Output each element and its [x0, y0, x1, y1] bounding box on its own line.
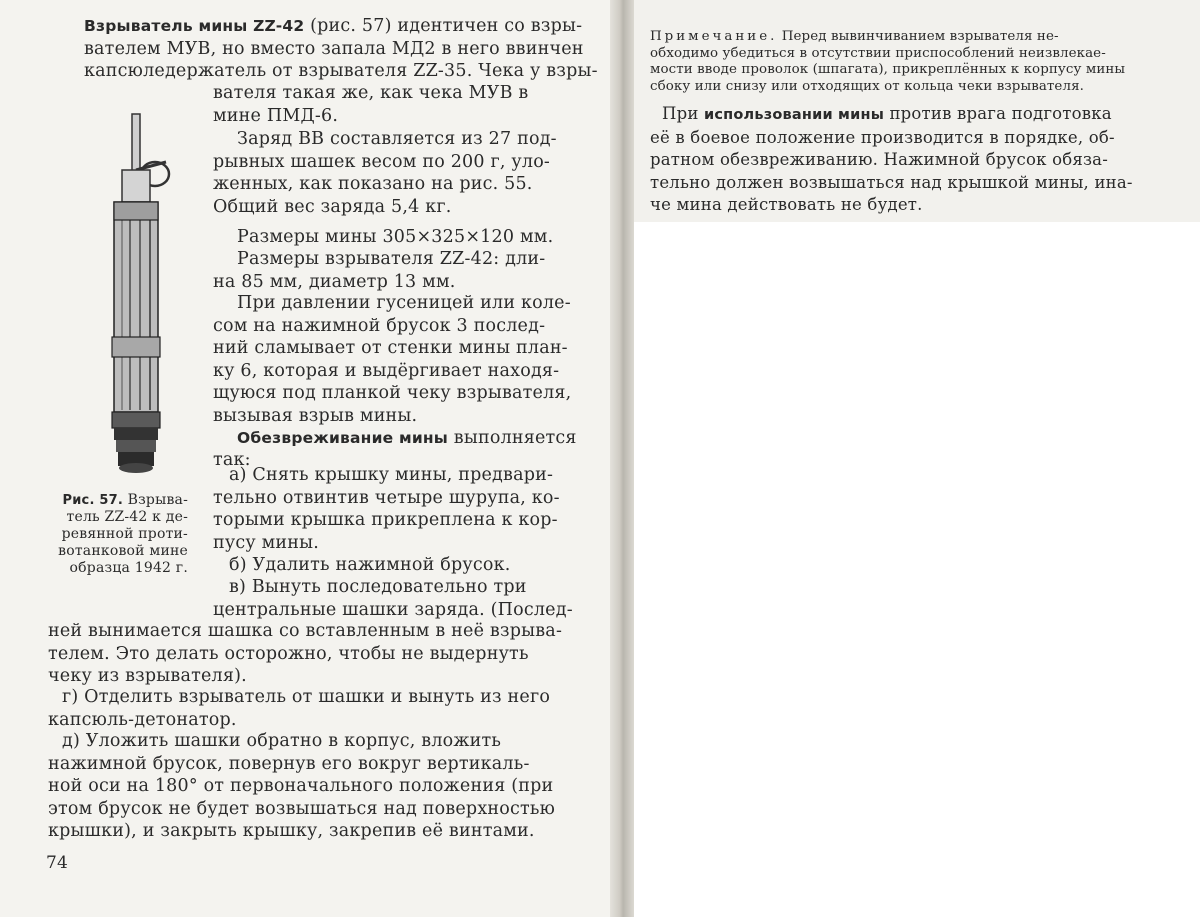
- step-g-line: г) Отделить взрыватель от шашки и вынуть из него: [62, 687, 551, 707]
- fuze-heading: Взрыватель мины ZZ-42: [84, 17, 305, 35]
- step-a-line: а) Снять крышку мины, предвари-: [229, 465, 554, 485]
- fuze-paragraph: [84, 15, 598, 83]
- step-a-line: торыми крышка прикреплена к кор-: [213, 510, 558, 530]
- charge-paragraph: [213, 128, 557, 218]
- step-v-line: чеку из взрывателя).: [48, 666, 247, 686]
- note-line: мости вводе проволок (шпагата), прикреплённых к корпусу мины: [650, 62, 1126, 77]
- use-line: ратном обезвреживанию. Нажимной брусок обяза-: [650, 150, 1108, 169]
- caption-line: вотанковой мине: [58, 543, 188, 559]
- defuse-heading-rest: выполняется: [448, 428, 577, 448]
- use-line: тельно должен возвышаться над крышкой мины, ина-: [650, 172, 1133, 192]
- note-line: обходимо убедиться в отсутствии приспособлений неизвлекае-: [650, 45, 1106, 61]
- step-b-line: б) Удалить нажимной брусок.: [229, 555, 511, 575]
- page-number: [46, 852, 68, 875]
- step-a-line: тельно отвинтив четыре шурупа, ко-: [213, 487, 560, 508]
- defuse-heading: Обезвреживание мины: [237, 429, 449, 447]
- step-v-line: телем. Это делать осторожно, чтобы не выдернуть: [48, 643, 529, 664]
- step-d-line: нажимной брусок, повернув его вокруг вертикаль-: [48, 753, 530, 774]
- pressure-paragraph: [213, 292, 571, 427]
- use-prefix: При: [662, 104, 704, 123]
- caption-label: Рис. 57.: [62, 493, 123, 508]
- step-a-paragraph: [213, 464, 560, 554]
- note-label: Примечание.: [650, 29, 778, 44]
- fuze-line-1: (рис. 57) идентичен со взры-: [304, 16, 583, 36]
- defuse-tak-text: так:: [213, 450, 251, 470]
- step-v-paragraph: [213, 576, 573, 621]
- use-heading: использовании мины: [704, 107, 885, 123]
- step-g-line: капсюль-детонатор.: [48, 709, 237, 730]
- use-line: её в боевое положение производится в порядке, об-: [650, 127, 1115, 147]
- pressure-line: ний сламывает от стенки мины план-: [213, 338, 568, 358]
- caption-line: образца 1942 г.: [69, 560, 188, 576]
- page-number-text: 74: [46, 853, 69, 873]
- step-d-line: крышки), и закрыть крышку, закрепив её винтами.: [48, 821, 535, 841]
- step-v-paragraph-cont: [48, 620, 562, 688]
- use-line-1: против врага подготовка: [884, 104, 1112, 123]
- step-g-paragraph: [48, 686, 550, 731]
- step-d-line: д) Уложить шашки обратно в корпус, вложить: [62, 731, 502, 751]
- step-b-paragraph: [229, 554, 511, 577]
- pressure-line: щуюся под планкой чеку взрывателя,: [213, 383, 572, 403]
- note-line: сбоку или снизу или отходящих от кольца чеки взрывателя.: [650, 78, 1084, 94]
- fuze-paragraph-cont: [213, 82, 528, 127]
- book-gutter: [610, 0, 634, 917]
- fuze-zz42-illustration: [100, 112, 172, 482]
- charge-line: женных, как показано на рис. 55.: [213, 174, 533, 194]
- fuze-size-paragraph: [213, 248, 545, 293]
- step-a-line: пусу мины.: [213, 532, 320, 553]
- fuze-line-2: вателем МУВ, но вместо запала МД2 в него ввинчен: [84, 38, 584, 59]
- fuze-line-5: мине ПМД-6.: [213, 105, 339, 126]
- fuze-size-line: на 85 мм, диаметр 13 мм.: [213, 271, 456, 292]
- mine-size-paragraph: [237, 226, 553, 249]
- pressure-line: ку 6, которая и выдёргивает находя-: [213, 360, 560, 381]
- charge-line: Заряд ВВ составляется из 27 под-: [237, 129, 557, 149]
- caption-line: тель ZZ-42 к де-: [66, 509, 188, 525]
- fuze-line-3: капсюледержатель от взрывателя ZZ-35. Чека у взры-: [84, 61, 598, 81]
- charge-line: рывных шашек весом по 200 г, уло-: [213, 151, 551, 172]
- note-line: Перед вывинчиванием взрывателя не-: [781, 29, 1059, 44]
- step-v-line: ней вынимается шашка со вставленным в неё взрыва-: [48, 621, 563, 641]
- fuze-size-line: Размеры взрывателя ZZ-42: дли-: [237, 249, 546, 269]
- step-v-line: центральные шашки заряда. (Послед-: [213, 599, 573, 620]
- step-d-line: этом брусок не будет возвышаться над поверхностью: [48, 798, 556, 819]
- figure-caption: [46, 492, 188, 577]
- pressure-line: сом на нажимной брусок 3 послед-: [213, 315, 546, 336]
- pressure-line: вызывая взрыв мины.: [213, 405, 418, 426]
- caption-line: Взрыва-: [127, 492, 188, 508]
- fuze-line-4: вателя такая же, как чека МУВ в: [213, 83, 529, 103]
- step-v-line: в) Вынуть последовательно три: [229, 577, 527, 597]
- note-paragraph: [650, 29, 1125, 95]
- defuse-heading-line: [237, 427, 577, 450]
- pressure-line: При давлении гусеницей или коле-: [237, 293, 571, 313]
- step-d-paragraph: [48, 730, 555, 843]
- mine-size-line: Размеры мины 305×325×120 мм.: [237, 227, 554, 247]
- use-paragraph: [650, 103, 1133, 217]
- step-d-line: ной оси на 180° от первоначального положения (при: [48, 776, 554, 796]
- charge-line: Общий вес заряда 5,4 кг.: [213, 196, 452, 217]
- caption-line: ревянной проти-: [61, 526, 188, 542]
- use-line: че мина действовать не будет.: [650, 195, 923, 214]
